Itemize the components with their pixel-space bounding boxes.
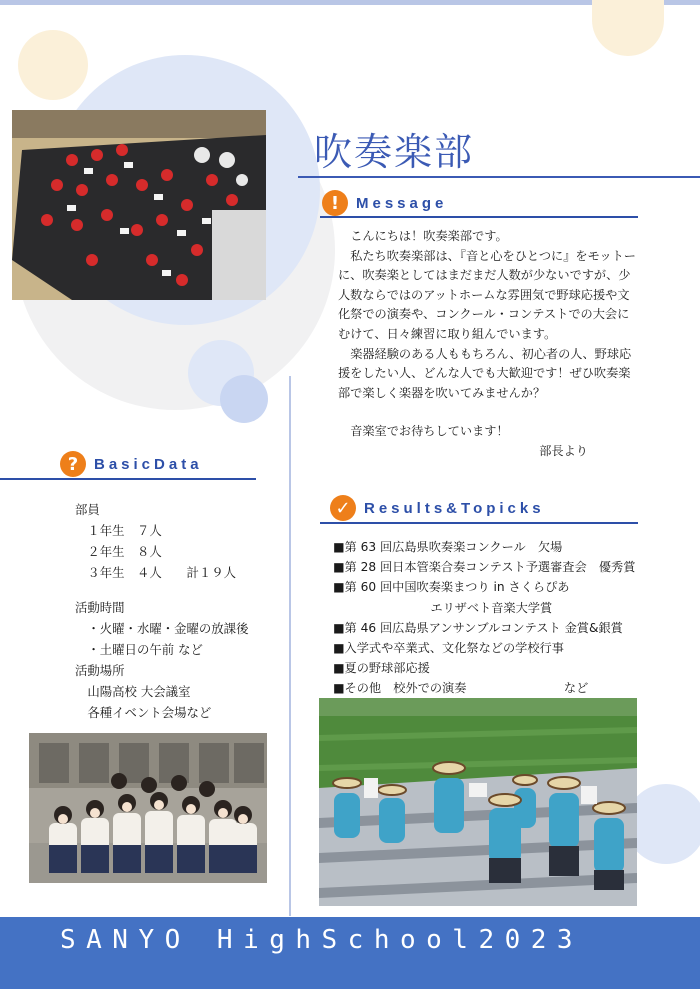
members-label: 部員: [75, 502, 100, 517]
results-item: エリザベト音楽大学賞: [333, 600, 553, 615]
results-heading-rule: [320, 522, 638, 524]
baseball-cheer-photo: [319, 698, 637, 906]
footer-bar: [0, 917, 700, 989]
page-title: 吹奏楽部: [314, 130, 475, 174]
group-photo: [29, 733, 267, 883]
basicdata-heading: [60, 451, 203, 477]
results-item: ■入学式や卒業式、文化祭などの学校行事: [333, 641, 564, 656]
activity-time-label: 活動時間: [75, 600, 125, 615]
message-body: [338, 227, 638, 462]
exclamation-icon: !: [322, 190, 348, 216]
activity-time-1: ・火曜・水曜・金曜の放課後: [75, 621, 249, 636]
message-heading-label: Message: [356, 194, 448, 212]
activity-place-2: 各種イベント会場など: [75, 705, 212, 720]
column-divider: [289, 376, 291, 916]
grade2-count: ２年生 ８人: [75, 544, 162, 559]
activity-place-1: 山陽高校 大会議室: [75, 684, 191, 699]
decorative-circle-small-blue-2: [220, 375, 268, 423]
results-item: ■夏の野球部応援: [333, 661, 430, 676]
decorative-circle-peach: [18, 30, 88, 100]
title-underline: [298, 176, 700, 178]
results-item: ■第 28 回日本管楽合奏コンテスト予選審査会 優秀賞: [333, 560, 636, 575]
question-icon: ?: [60, 451, 86, 477]
basicdata-list: [75, 499, 248, 723]
results-heading: [330, 495, 545, 521]
footer-text: SANYO HighSchool2023: [60, 925, 584, 955]
message-paragraph: 私たち吹奏楽部は、『音と心をひとつに』をモットーに、吹奏楽としてはまだまだ人数が少ないですが、少人数ならではのアットホームな雰囲気で野球応援や文化祭での演奏や、コンクール・コンテストでの大会にむけて、日々練習に取り組んでいます。: [338, 248, 636, 341]
basicdata-heading-label: BasicData: [94, 455, 203, 473]
activity-place-label: 活動場所: [75, 663, 125, 678]
activity-time-2: ・土曜日の午前 など: [75, 642, 203, 657]
message-signature: 部長より: [539, 443, 588, 458]
grade3-count: ３年生 ４人 計１９人: [75, 565, 237, 580]
message-heading: [322, 190, 447, 216]
results-item: ■その他 校外での演奏 など: [333, 681, 589, 696]
basicdata-heading-rule: [0, 478, 256, 480]
results-item: ■第 46 回広島県アンサンブルコンテスト 金賞&銀賞: [333, 620, 623, 635]
results-item: ■第 60 回中国吹奏楽まつり in さくらぴあ: [333, 580, 570, 595]
check-icon: ✓: [330, 495, 356, 521]
results-item: ■第 63 回広島県吹奏楽コンクール 欠場: [333, 540, 563, 554]
decorative-circle-peach-top: [592, 0, 664, 56]
rehearsal-photo: [12, 110, 266, 300]
grade1-count: １年生 ７人: [75, 523, 162, 538]
results-list: [333, 537, 663, 699]
message-heading-rule: [320, 216, 638, 218]
message-closing: 音楽室でお待ちしています！: [350, 424, 509, 439]
message-paragraph: 楽器経験のある人ももちろん、初心者の人、野球応援をしたい人、どんな人でも大歓迎です！ぜひ吹奏楽部で楽しく楽器を吹いてみませんか？: [338, 346, 632, 400]
message-paragraph: こんにちは！吹奏楽部です。: [350, 229, 508, 243]
results-heading-label: Results&Topicks: [364, 499, 545, 517]
decorative-circle-bottom-right: [626, 784, 700, 864]
